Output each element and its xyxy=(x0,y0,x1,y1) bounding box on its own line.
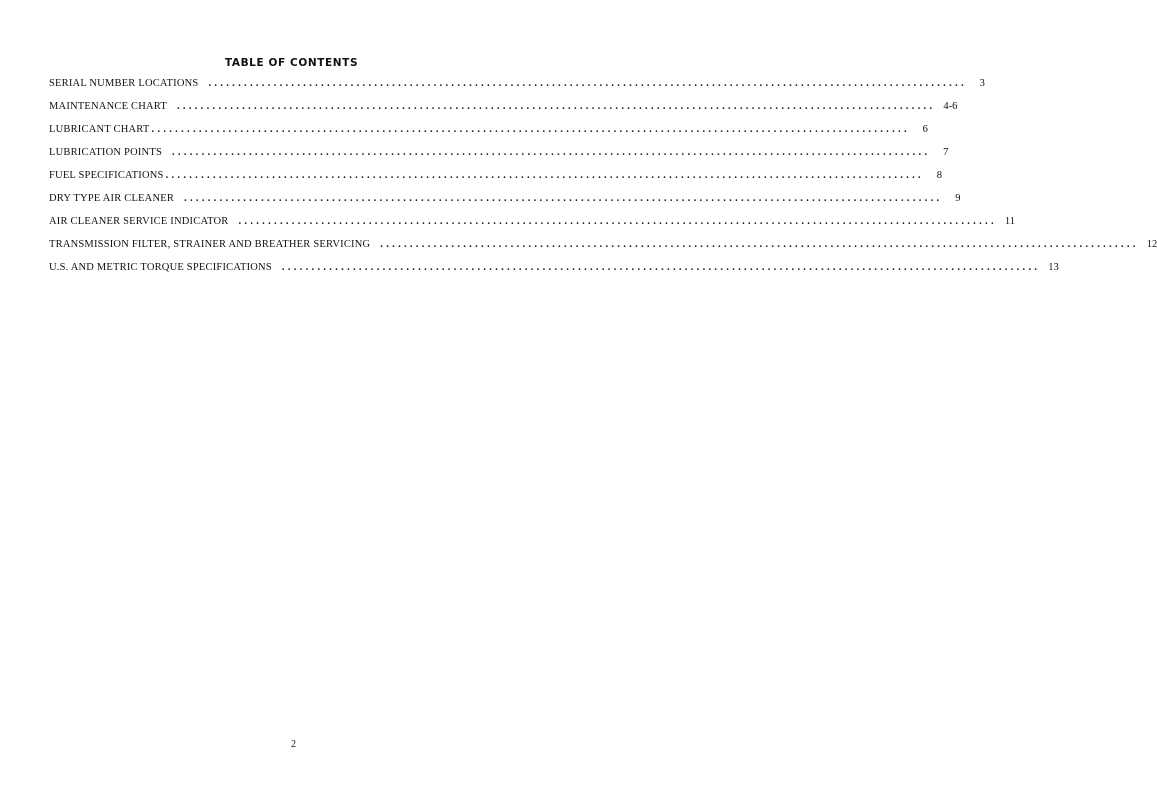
toc-entry-title: FUEL SPECIFICATIONS xyxy=(49,170,164,181)
toc-entry-page: 11 xyxy=(1004,216,1016,227)
dot-leader: ................................................................................................................................ xyxy=(281,262,1041,273)
toc-entry-page: 4-6 xyxy=(943,101,958,112)
toc-entry-page: 12 xyxy=(1146,239,1157,250)
toc-entry-dry-type-air-cleaner[interactable] xyxy=(49,193,961,216)
toc-entry-title: DRY TYPE AIR CLEANER xyxy=(49,193,175,204)
toc-entry-title: AIR CLEANER SERVICE INDICATOR xyxy=(49,216,229,227)
toc-entry-title: SERIAL NUMBER LOCATIONS xyxy=(49,78,199,89)
toc-entry-title: TRANSMISSION FILTER, STRAINER AND BREATHER SERVICING xyxy=(49,239,371,250)
toc-entry-title: LUBRICANT CHART xyxy=(49,124,150,135)
page-number: 2 xyxy=(291,739,296,750)
page-title: TABLE OF CONTENTS xyxy=(224,57,359,69)
toc-entry-lubricant-chart[interactable] xyxy=(49,124,928,147)
toc-entry-title: MAINTENANCE CHART xyxy=(49,101,167,112)
toc-entry-page: 3 xyxy=(979,78,985,89)
dot-leader: ................................................................................................................................ xyxy=(380,239,1139,250)
table-of-contents xyxy=(49,78,1157,285)
toc-entry-page: 7 xyxy=(943,147,949,158)
toc-entry-air-cleaner-service-indicator[interactable] xyxy=(49,216,1016,239)
dot-leader: ................................................................................................................................ xyxy=(176,101,936,112)
dot-leader: ................................................................................................................................ xyxy=(184,193,943,204)
dot-leader: ................................................................................................................................ xyxy=(171,147,931,158)
toc-entry-maintenance-chart[interactable] xyxy=(49,101,958,124)
dot-leader: ................................................................................................................................ xyxy=(165,170,924,181)
dot-leader: ................................................................................................................................ xyxy=(151,124,910,135)
dot-leader: ................................................................................................................................ xyxy=(238,216,997,227)
dot-leader: ................................................................................................................................ xyxy=(208,78,967,89)
toc-entry-page: 13 xyxy=(1048,262,1059,273)
toc-entry-page: 9 xyxy=(955,193,961,204)
toc-entry-page: 8 xyxy=(936,170,942,181)
toc-entry-fuel-specifications[interactable] xyxy=(49,170,942,193)
toc-entry-torque-specifications[interactable] xyxy=(49,262,1059,285)
toc-entry-page: 6 xyxy=(922,124,928,135)
toc-entry-transmission-filter-strainer-breather[interactable] xyxy=(49,239,1157,262)
toc-entry-title: U.S. AND METRIC TORQUE SPECIFICATIONS xyxy=(49,262,272,273)
toc-entry-lubrication-points[interactable] xyxy=(49,147,949,170)
toc-entry-serial-number-locations[interactable] xyxy=(49,78,985,101)
toc-entry-title: LUBRICATION POINTS xyxy=(49,147,162,158)
